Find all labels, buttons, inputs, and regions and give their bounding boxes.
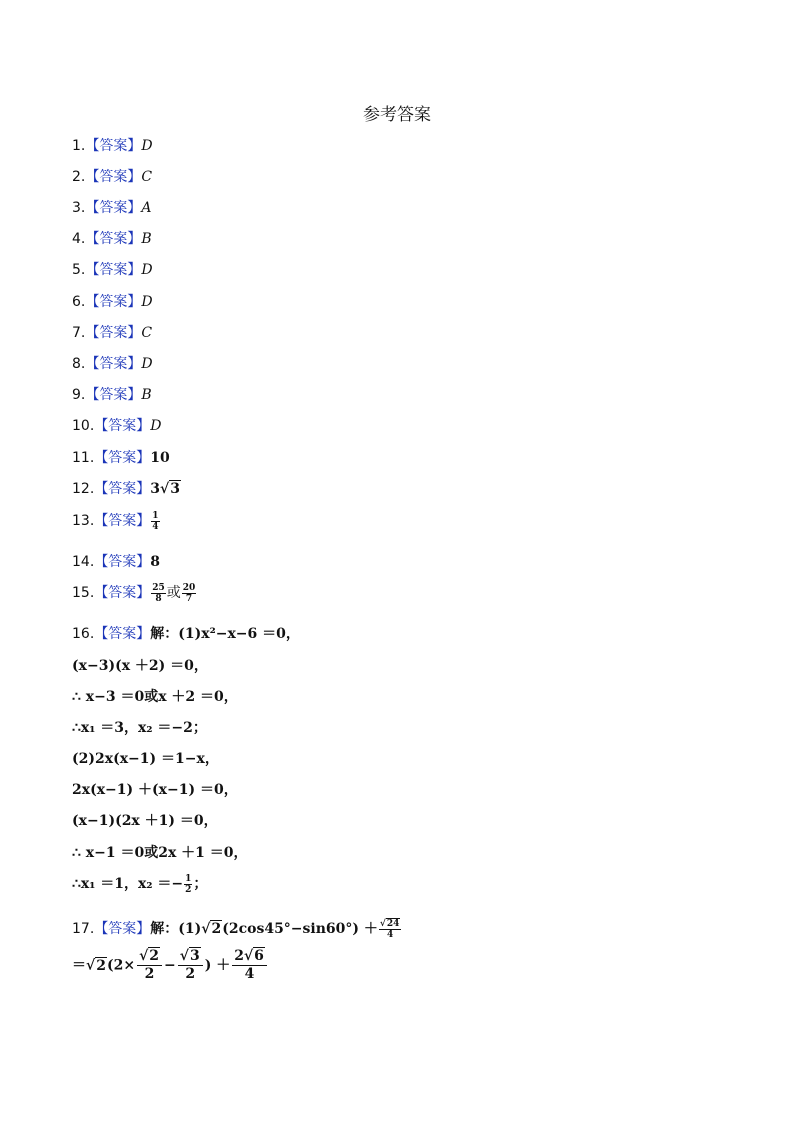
- q16-line: (x−3)(x ＋2) ＝0，: [72, 658, 208, 674]
- answer-line: 4.【答案】B: [72, 231, 152, 247]
- answer-line: 9.【答案】B: [72, 387, 152, 403]
- answer-line: 1.【答案】D: [72, 138, 153, 154]
- answer-line: 5.【答案】D: [72, 262, 153, 278]
- fraction: $\frac{20}{7}$: [182, 582, 196, 604]
- answer-line: 12.【答案】3√3: [72, 481, 180, 497]
- answer-line: 15.【答案】 $\frac{25}{8}$ 或 $\frac{20}{7}$: [72, 582, 196, 604]
- fraction: $\frac{1}{4}$: [152, 510, 159, 532]
- fraction: $\frac{√3}{2}$: [178, 948, 203, 983]
- q17-line: 17.【答案】解：(1)√2(2cos45°−sin60°) ＋ $\frac{√24}{4}$: [72, 918, 400, 940]
- answer-line: 14.【答案】8: [72, 554, 161, 570]
- answer-line: 7.【答案】C: [72, 325, 153, 341]
- q16-line: ∴x₁ ＝1，x₂ ＝− $\frac{1}{2}$ ；: [72, 873, 208, 895]
- answer-line: 13.【答案】 $\frac{1}{4}$: [72, 510, 159, 532]
- q16-line: 2x(x−1) ＋(x−1) ＝0，: [72, 782, 238, 798]
- page-title: 参考答案: [363, 105, 431, 125]
- fraction: $\frac{25}{8}$: [152, 582, 165, 604]
- fraction: $\frac{2√6}{4}$: [232, 948, 267, 983]
- q17-line: ＝√2(2× $\frac{√2}{2}$ − $\frac{√3}{2}$ ) ＋ $\frac{2√6}{4}$: [72, 948, 269, 983]
- fraction: $\frac{√24}{4}$: [379, 918, 400, 940]
- fraction: $\frac{√2}{2}$: [137, 948, 162, 983]
- q16-line: ∴x₁ ＝3，x₂ ＝−2；: [72, 720, 207, 736]
- answer-line: 6.【答案】D: [72, 294, 153, 310]
- q16-line: ∴ x−1 ＝0或2x ＋1 ＝0，: [72, 845, 248, 861]
- answer-line: 8.【答案】D: [72, 356, 153, 372]
- q16-line: (2)2x(x−1) ＝1−x，: [72, 751, 219, 767]
- answer-line: 10.【答案】D: [72, 418, 162, 434]
- fraction: $\frac{1}{2}$: [185, 873, 192, 895]
- q16-line: ∴ x−3 ＝0或x ＋2 ＝0，: [72, 689, 238, 705]
- q16-line: (x−1)(2x ＋1) ＝0，: [72, 813, 218, 829]
- q16-line: 16.【答案】解：(1)x²−x−6 ＝0，: [72, 626, 300, 642]
- answer-line: 2.【答案】C: [72, 169, 153, 185]
- answer-line: 3.【答案】A: [72, 200, 152, 216]
- answer-line: 11.【答案】10: [72, 450, 170, 466]
